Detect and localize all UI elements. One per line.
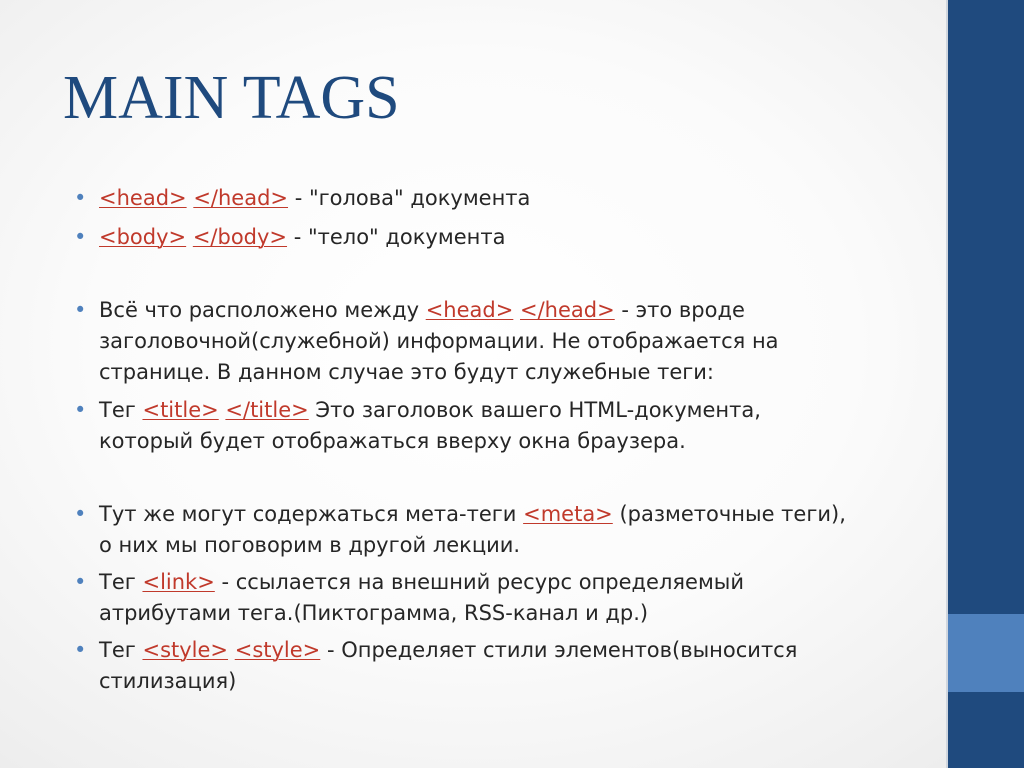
bullet-dot-icon: • <box>74 298 87 322</box>
tag-link[interactable]: <head> <box>99 186 187 210</box>
bullet-head-tag <box>74 183 919 214</box>
bullet-line <box>99 567 919 598</box>
tag-link[interactable]: </title> <box>225 398 309 422</box>
bullet-head-description <box>74 295 919 388</box>
bullet-dot-icon: • <box>74 638 87 662</box>
side-bar-accent <box>948 614 1024 692</box>
tag-link[interactable]: <style> <box>142 638 229 662</box>
bullet-dot-icon: • <box>74 186 87 210</box>
bullet-text: - Определяет стили элементов(выносится <box>320 638 798 662</box>
bullet-text: - "тело" документа <box>287 225 506 249</box>
tag-link[interactable]: <link> <box>142 570 215 594</box>
bullet-line <box>99 295 919 326</box>
bullet-link-tag <box>74 567 919 629</box>
bullet-text: - "голова" документа <box>288 186 531 210</box>
tag-link[interactable]: <meta> <box>523 502 613 526</box>
tag-link[interactable]: </body> <box>192 225 288 249</box>
tag-link[interactable]: <style> <box>234 638 321 662</box>
bullet-dot-icon: • <box>74 570 87 594</box>
bullet-line: который будет отображаться вверху окна браузера. <box>99 429 686 453</box>
tag-link[interactable]: <body> <box>99 225 187 249</box>
bullet-line: странице. В данном случае это будут служебные теги: <box>99 360 714 384</box>
bullet-text: Тут же могут содержаться мета-теги <box>99 502 524 526</box>
bullet-body-tag <box>74 222 919 253</box>
bullet-dot-icon: • <box>74 502 87 526</box>
bullet-line: стилизация) <box>99 669 237 693</box>
bullet-line: атрибутами тега.(Пиктограмма, RSS-канал и др.) <box>99 601 649 625</box>
bullet-dot-icon: • <box>74 398 87 422</box>
tag-link[interactable]: <head> <box>425 298 514 322</box>
bullet-meta-tag <box>74 499 919 561</box>
bullet-line <box>99 395 919 426</box>
bullet-line: о них мы поговорим в другой лекции. <box>99 533 521 557</box>
tag-link[interactable]: </head> <box>193 186 289 210</box>
bullet-line <box>99 499 919 530</box>
bullet-text: Это заголовок вашего HTML-документа, <box>308 398 761 422</box>
bullet-style-tag <box>74 635 919 697</box>
bullet-line <box>99 183 919 214</box>
bullet-dot-icon: • <box>74 225 87 249</box>
bullet-text: (разметочные теги), <box>612 502 846 526</box>
bullet-text: Тег <box>99 398 143 422</box>
bullet-line: заголовочной(служебной) информации. Не отображается на <box>99 329 779 353</box>
slide-title: MAIN TAGS <box>63 64 400 132</box>
bullet-line <box>99 635 919 666</box>
tag-link[interactable]: </head> <box>520 298 615 322</box>
bullet-text: Всё что расположено между <box>99 298 426 322</box>
tag-link[interactable]: <title> <box>142 398 219 422</box>
bullet-title-tag <box>74 395 919 457</box>
bullet-line <box>99 222 919 253</box>
bullet-text: Тег <box>99 638 143 662</box>
bullet-text: - ссылается на внешний ресурс определяемый <box>214 570 745 594</box>
bullet-text: - это вроде <box>614 298 745 322</box>
bullet-text: Тег <box>99 570 143 594</box>
